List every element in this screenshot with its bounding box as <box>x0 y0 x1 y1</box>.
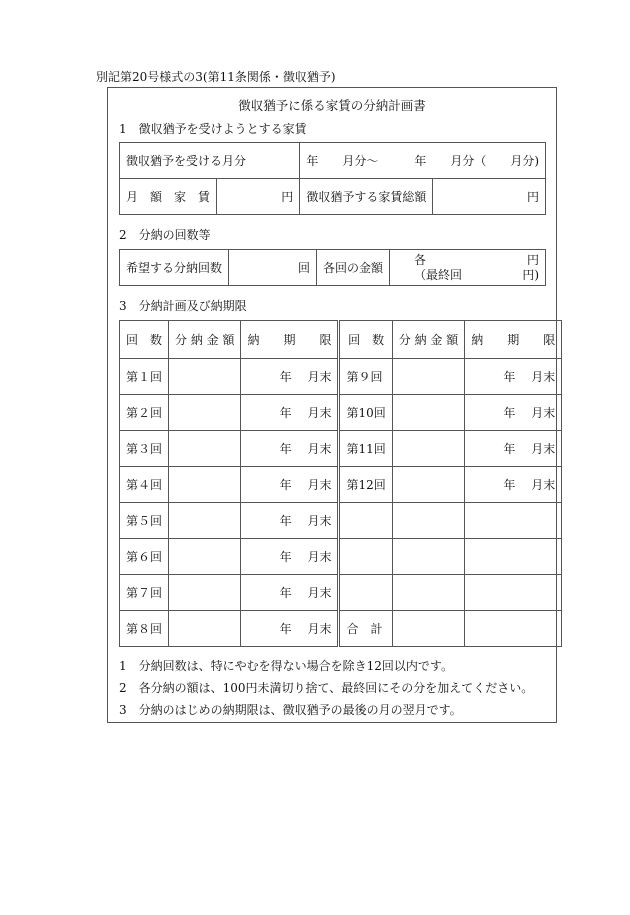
due-cell[interactable] <box>465 503 562 539</box>
row-label: 第９回 <box>339 359 392 395</box>
total-field[interactable] <box>433 179 546 215</box>
due-cell[interactable] <box>465 575 562 611</box>
table-row <box>120 431 562 467</box>
count-label: 希望する分納回数 <box>120 250 229 286</box>
yen-unit: 円 <box>281 190 294 204</box>
row-label: 第６回 <box>120 539 169 575</box>
rent-field[interactable] <box>217 179 300 215</box>
row-label: 第１回 <box>120 359 169 395</box>
count-field[interactable] <box>229 250 317 286</box>
section1-heading: 1 徴収猶予を受けようとする家賃 <box>119 122 307 136</box>
row-label <box>339 575 392 611</box>
col-count-header: 回 数 <box>339 321 392 359</box>
each-label: 各 <box>414 252 427 267</box>
amount-cell[interactable] <box>169 395 241 431</box>
row-label: 第12回 <box>339 467 392 503</box>
col-due-header: 納 期 限 <box>465 321 562 359</box>
section2-heading: 2 分納の回数等 <box>119 228 211 242</box>
rent-info-table <box>119 142 546 215</box>
row-label: 第10回 <box>339 395 392 431</box>
table-row <box>120 611 562 647</box>
note-2: 2 各分納の額は、100円未満切り捨て、最終回にその分を加えてください。 <box>119 681 534 695</box>
row-label: 第11回 <box>339 431 392 467</box>
yen-unit: 円 <box>526 252 539 267</box>
table-row <box>120 467 562 503</box>
amount-cell[interactable] <box>169 575 241 611</box>
due-cell[interactable]: 年 月末 <box>241 467 339 503</box>
col-amount-header: 分 納 金 額 <box>392 321 464 359</box>
period-field[interactable]: 年 月分～ 年 月分（ 月分) <box>300 143 546 179</box>
note-1: 1 分納回数は、特にやむを得ない場合を除き12回以内です。 <box>119 659 453 673</box>
amount-cell[interactable] <box>392 395 464 431</box>
due-cell[interactable]: 年 月末 <box>465 395 562 431</box>
amount-cell[interactable] <box>392 611 464 647</box>
amount-cell[interactable] <box>392 467 464 503</box>
row-label: 第２回 <box>120 395 169 431</box>
due-cell[interactable]: 年 月末 <box>241 503 339 539</box>
row-label: 第８回 <box>120 611 169 647</box>
installment-count-table <box>119 249 546 286</box>
due-cell[interactable]: 年 月末 <box>465 467 562 503</box>
amount-cell[interactable] <box>169 467 241 503</box>
amount-label: 各回の金額 <box>317 250 390 286</box>
amount-cell[interactable] <box>169 611 241 647</box>
table-row <box>120 395 562 431</box>
month-label: 徴収猶予を受ける月分 <box>120 143 300 179</box>
row-label: 第３回 <box>120 431 169 467</box>
col-count-header: 回 数 <box>120 321 169 359</box>
schedule-table <box>119 320 562 647</box>
amount-cell[interactable] <box>392 359 464 395</box>
amount-cell[interactable] <box>169 503 241 539</box>
due-cell[interactable] <box>465 611 562 647</box>
table-row <box>120 503 562 539</box>
amount-cell[interactable] <box>169 359 241 395</box>
amount-cell[interactable] <box>392 539 464 575</box>
yen-unit: 円 <box>526 190 539 204</box>
table-row <box>120 359 562 395</box>
count-unit: 回 <box>298 261 311 275</box>
note-3: 3 分納のはじめの納期限は、徴収猶予の最後の月の翌月です。 <box>119 703 462 717</box>
due-cell[interactable]: 年 月末 <box>241 431 339 467</box>
row-label: 合 計 <box>339 611 392 647</box>
row-label <box>339 503 392 539</box>
due-cell[interactable] <box>465 539 562 575</box>
total-label: 徴収猶予する家賃総額 <box>300 179 433 215</box>
row-label: 第７回 <box>120 575 169 611</box>
document-title: 徴収猶予に係る家賃の分納計画書 <box>238 98 426 113</box>
row-label <box>339 539 392 575</box>
due-cell[interactable]: 年 月末 <box>241 395 339 431</box>
amount-cell[interactable] <box>392 575 464 611</box>
amount-cell[interactable] <box>392 431 464 467</box>
amount-field[interactable] <box>390 250 546 286</box>
due-cell[interactable]: 年 月末 <box>465 431 562 467</box>
due-cell[interactable]: 年 月末 <box>241 539 339 575</box>
due-cell[interactable]: 年 月末 <box>241 359 339 395</box>
amount-cell[interactable] <box>169 539 241 575</box>
table-row <box>120 575 562 611</box>
section3-heading: 3 分納計画及び納期限 <box>119 299 247 313</box>
table-row <box>120 539 562 575</box>
row-label: 第５回 <box>120 503 169 539</box>
row-label: 第４回 <box>120 467 169 503</box>
form-number-note: 別記第20号様式の3(第11条関係・徴収猶予) <box>96 70 336 84</box>
rent-label: 月 額 家 賃 <box>120 179 217 215</box>
amount-cell[interactable] <box>392 503 464 539</box>
amount-cell[interactable] <box>169 431 241 467</box>
yen-unit: 円) <box>522 267 539 282</box>
col-amount-header: 分 納 金 額 <box>169 321 241 359</box>
due-cell[interactable]: 年 月末 <box>241 611 339 647</box>
col-due-header: 納 期 限 <box>241 321 339 359</box>
due-cell[interactable]: 年 月末 <box>465 359 562 395</box>
due-cell[interactable]: 年 月末 <box>241 575 339 611</box>
final-label: （最終回 <box>414 267 463 282</box>
